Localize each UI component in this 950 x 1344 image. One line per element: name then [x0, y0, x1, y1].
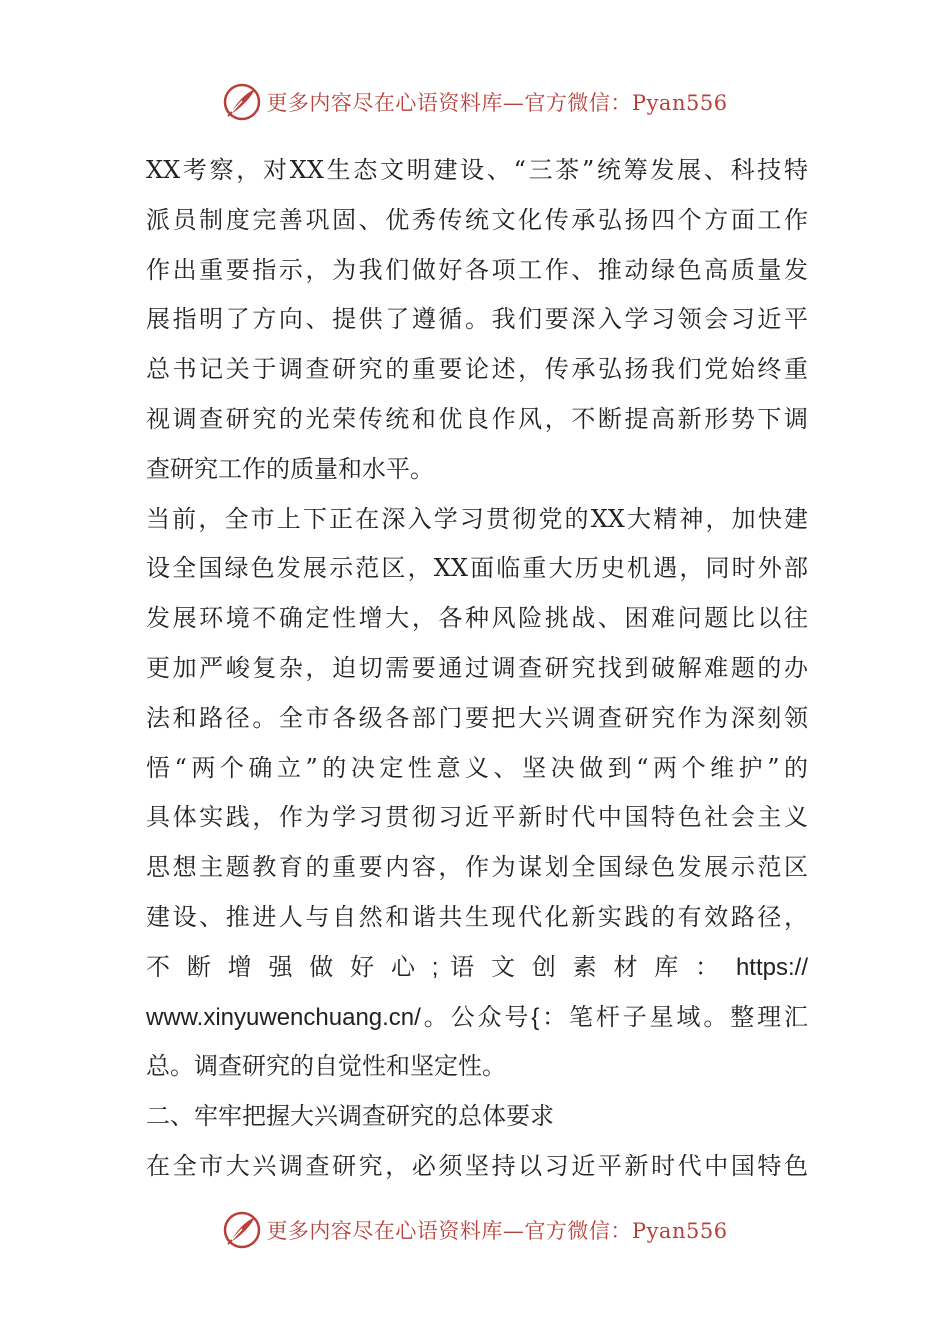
text-line: 发展环境不确定性增大，各种风险挑战、困难问题比以往: [146, 604, 808, 633]
header-banner: [0, 78, 950, 126]
quill-pen-logo-icon: [222, 82, 262, 122]
section-heading: 二、牢牢把握大兴调查研究的总体要求: [146, 1102, 554, 1131]
text-line: 作出重要指示，为我们做好各项工作、推动绿色高质量发: [146, 255, 808, 284]
document-body: [146, 146, 808, 1192]
text-line: 总书记关于调查研究的重要论述，传承弘扬我们党始终重: [146, 355, 808, 384]
text-line: 具体实践，作为学习贯彻习近平新时代中国特色社会主义: [146, 803, 808, 832]
text-line: 思想主题教育的重要内容，作为谋划全国绿色发展示范区: [146, 853, 808, 882]
footer-banner-text: 更多内容尽在心语资料库—官方微信：Pyan556: [266, 1219, 728, 1243]
text-line: 视调查研究的光荣传统和优良作风，不断提高新形势下调: [146, 404, 808, 433]
text-line: 查研究工作的质量和水平。: [146, 454, 434, 483]
text-line: 展指明了方向、提供了遵循。我们要深入学习领会习近平: [146, 305, 808, 334]
footer-wechat-id: 官方微信：Pyan556: [524, 1219, 728, 1243]
text-line: 当前，全市上下正在深入学习贯彻党的XX大精神，加快建: [146, 504, 808, 533]
header-wechat-id: 官方微信：Pyan556: [524, 91, 728, 115]
text-line: 更加严峻复杂，迫切需要通过调查研究找到破解难题的办: [146, 653, 808, 682]
text-line: 派员制度完善巩固、优秀传统文化传承弘扬四个方面工作: [146, 205, 808, 234]
header-banner-text: 更多内容尽在心语资料库—官方微信：Pyan556: [266, 91, 728, 115]
text-line: 在全市大兴调查研究，必须坚持以习近平新时代中国特色: [146, 1151, 808, 1180]
text-line: 总。调查研究的自觉性和坚定性。: [146, 1052, 506, 1081]
text-line: www.xinyuwenchuang.cn/。公众号{：笔杆子星域。整理汇: [146, 1003, 808, 1031]
text-line: 不 断 增 强 做 好 心 ; 语 文 创 素 材 库 ： https://: [146, 953, 808, 981]
footer-banner: [0, 1206, 950, 1254]
text-line: XX考察，对XX生态文明建设、“三茶”统筹发展、科技特: [146, 156, 808, 184]
text-line: 建设、推进人与自然和谐共生现代化新实践的有效路径，: [146, 902, 808, 931]
text-line: 设全国绿色发展示范区，XX面临重大历史机遇，同时外部: [146, 554, 808, 583]
text-line: 法和路径。全市各级各部门要把大兴调查研究作为深刻领: [146, 703, 808, 732]
text-line: 悟“两个确立”的决定性意义、坚决做到“两个维护”的: [146, 753, 808, 782]
quill-pen-logo-icon: [222, 1210, 262, 1250]
